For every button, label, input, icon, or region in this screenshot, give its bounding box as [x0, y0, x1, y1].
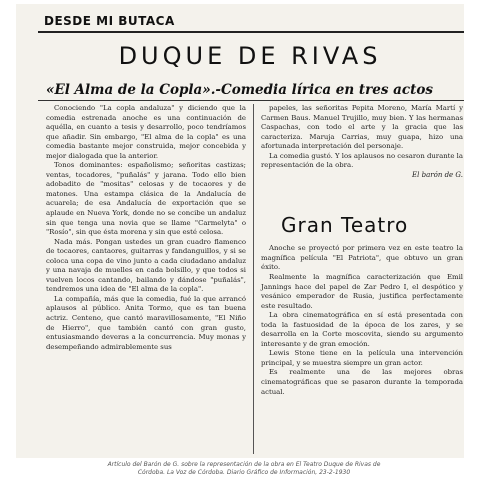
paragraph: Tonos dominantes: españolismo; señoritas castizas; ventas, tocadores, "puñalás" y jarana. Todo ello bien adobadito de "mositas" celosas y de tocaores y de matones. Una estampa clásica de la Andalucía de acuarela; de esa Andalucía de exportación que se aplaude en Nueva York, donde no se concibe un andaluz sin que tenga una novia que se llame "Carmelyta" o "Rosío", sin que ésta morena y sin que esté celosa. — [46, 161, 246, 237]
caption-line: Artículo del Barón de G. sobre la representación de la obra en El Teatro Duque de Rivas de — [107, 461, 381, 468]
headline: DUQUE DE RIVAS — [118, 42, 382, 70]
paragraph: Es realmente una de las mejores obras cinematográficas que se pasaron durante la temporada actual. — [261, 368, 463, 396]
caption-line: Córdoba. La Voz de Córdoba. Diario Gráfico de Información, 23-2-1930 — [137, 469, 351, 476]
paragraph: La comedia gustó. Y los aplausos no cesaron durante la representación de la obra. — [261, 151, 463, 170]
gran-teatro-heading: Gran Teatro — [281, 213, 409, 238]
subhead-rule — [38, 100, 464, 101]
paragraph: Nada más. Pongan ustedes un gran cuadro flamenco de tocaores, cantaores, guitarras y fandanguillos, y si se coloca una copa de vino junto a cada ciudadano andaluz y una navaja de muelles en cada bolsillo, y que todos si vuelven locos cantando, bailando y dándose "puñalás", tendremos una idea de "El alma de la copla". — [46, 237, 246, 294]
subheadline: «El Alma de la Copla».-Comedia lírica en tres actos — [46, 82, 433, 98]
section-rule — [38, 31, 464, 33]
paragraph: La obra cinematográfica en sí está presentada con toda la fastuosidad de la época de los zares, y se desarrolla en la Corte moscovita, siendo su argumento interesante y de gran emoción. — [261, 311, 463, 348]
column-divider — [253, 104, 254, 454]
paragraph: Conociendo "La copla andaluza" y diciendo que la comedia estrenada anoche es una continuación de aquélla, en cuanto a tesis y desarrollo, poco tendríamos que añadir. Sin embargo, "El alma de la copla" es una comedia bastante mejor construida, mejor concebida y mejor dialogada que la anterior. — [46, 104, 246, 160]
newspaper-clipping — [16, 4, 464, 458]
paragraph: La compañía, más que la comedia, fué la que arrancó aplausos al público. Anita Tormo, que es tan buena actriz. Centeno, que cantó maravillosamente, "El Niño de Hierro", que también cantó con gran gusto, entusiasmando deveras a la concurrencia. Muy monas y desempeñando admirablemente sus — [46, 294, 246, 351]
paragraph: Anoche se proyectó por primera vez en este teatro la magnífica película "El Patriota", que obtuvo un gran éxito. — [261, 244, 463, 272]
signature: El barón de G. — [412, 170, 463, 179]
left-column — [46, 104, 246, 352]
paragraph: Realmente la magnífica caracterización que Emil Jannings hace del papel de Zar Pedro I, el despótico y vesánico emperador de Rusia, justifica perfectamente este resultado. — [261, 273, 463, 310]
image-caption — [0, 461, 488, 477]
paragraph: Lewis Stone tiene en la película una intervención principal, y se muestra siempre un gran actor. — [261, 349, 463, 367]
paragraph: papeles, las señoritas Pepita Moreno, María Martí y Carmen Baus. Manuel Trujillo, muy bien. Y las hermanas Caspachas, con todo el arte y la gracia que las caracteriza. Maruja Carrias, muy guapa, hizo una afortunada interpretación del personaje. — [261, 104, 463, 151]
right-column — [261, 104, 463, 397]
section-title: DESDE MI BUTACA — [44, 14, 175, 28]
